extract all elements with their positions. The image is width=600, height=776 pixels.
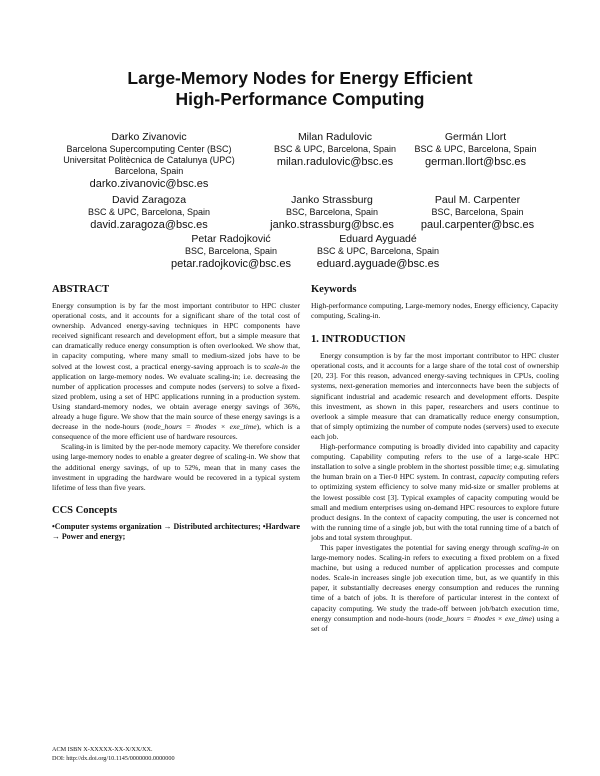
doi-label: DOI: [52, 755, 65, 762]
left-column [52, 283, 300, 543]
author-block [156, 233, 306, 271]
author-email[interactable]: janko.strassburg@bsc.es [270, 219, 394, 231]
author-block [74, 194, 224, 232]
author-affiliation: BSC & UPC, Barcelona, Spain [414, 144, 537, 154]
intro-emphasis: capacity [478, 472, 505, 482]
doi-line [52, 754, 300, 763]
author-affiliation: BSC & UPC, Barcelona, Spain [87, 207, 211, 217]
abstract-formula: node_hours = #nodes × exe_time [146, 422, 257, 432]
author-name: Paul M. Carpenter [434, 194, 521, 206]
author-affiliation: Universitat Politècnica de Catalunya (UPC) [63, 155, 235, 165]
intro-text: computing refers to optimizing system efficiency to solve many mid-size or smaller problems at the lowest possible cost [3]. Typical examples of capacity computing would be small and medium enterprises using on-demand HPC resources to explore future product designs. In the context of capacity computing, the user is concerned not with the running time of a single job, but with the total running time of a batch of jobs and total system throughput. [311, 472, 559, 542]
author-email[interactable]: paul.carpenter@bsc.es [420, 219, 535, 231]
keywords-text: High-performance computing, Large-memory nodes, Energy efficiency, Capacity computing, Scaling-in. [311, 301, 559, 321]
author-name: David Zaragoza [111, 194, 187, 206]
abstract-paragraph-2: Scaling-in is limited by the per-node memory capacity. We therefore consider using large-memory nodes to enable a greater degree of scaling-in. We show that the additional energy savings, of up to 52%, mean that in many cases the investment in upgrading the hardware would be recovered in a typical system lifetime of less than five years. [52, 442, 300, 492]
title-line-2: High-Performance Computing [175, 89, 425, 109]
keywords-heading: Keywords [311, 284, 357, 295]
author-affiliation: Barcelona Supercomputing Center (BSC) [66, 144, 232, 154]
author-block [298, 233, 458, 271]
author-name: Petar Radojković [191, 233, 271, 245]
author-email[interactable]: darko.zivanovic@bsc.es [89, 178, 209, 190]
abstract-text: ), which is a consequence of the more efficient use of hardware resources. [52, 422, 300, 442]
author-block [405, 194, 550, 232]
intro-text: High-performance computing is broadly divided into capability and capacity computing. Capability computing refers to the use of a large-scale HPC installation to solve a single problem in the shortest possible time; e.g. simulating the human brain on a Tier-0 HPC system. In contrast, [311, 442, 559, 482]
abstract-emphasis: scale-in [263, 361, 288, 371]
intro-paragraph-1: Energy consumption is by far the most important contributor to HPC cluster operational costs, and it accounts for a large share of the total cost of ownership [20, 23]. For this reason, advanced energy-saving techniques in CPUs, cooling systems, next-generation memories and interconnects have been the subjects of significant industrial and academic research and development efforts. Despite this investment, as shown in this paper, researchers and users continue to overlook a simple measure that can dramatically reduce energy consumption, that of simply optimizing the number of compute nodes (servers) used to execute each job. [311, 351, 559, 441]
author-affiliation: BSC & UPC, Barcelona, Spain [316, 246, 440, 256]
author-block [54, 131, 244, 191]
abstract-text: the application on large-memory nodes. We evaluate scaling-in; i.e. decreasing the number of application processes and compute nodes (servers) to solve a fixed-sized problem, using a set of HPC applications running in a production system. Using standard-memory nodes, we obtain average energy savings of 36%, already a huge figure. We show that the main source of these energy savings is a decrease in the node-hours ( [52, 361, 301, 432]
intro-text: ) using a set of [311, 613, 559, 633]
ccs-text: •Computer systems organization → Distributed architectures; •Hardware → Power and energy; [52, 521, 300, 542]
abstract-heading: ABSTRACT [52, 284, 110, 295]
intro-formula: node_hours = #nodes × exe_time [427, 613, 532, 623]
author-block [250, 131, 420, 169]
title-line-1: Large-Memory Nodes for Energy Efficient [127, 68, 473, 88]
author-email[interactable]: eduard.ayguade@bsc.es [316, 258, 440, 270]
author-email[interactable]: german.llort@bsc.es [424, 156, 527, 168]
author-name: Milan Radulovic [297, 131, 373, 143]
author-email[interactable]: david.zaragoza@bsc.es [90, 219, 208, 231]
author-name: Janko Strassburg [291, 194, 373, 206]
intro-heading: 1. INTRODUCTION [311, 334, 406, 346]
author-name: Germán Llort [444, 131, 507, 143]
right-column [311, 283, 559, 634]
paper-title [0, 68, 600, 110]
author-affiliation: BSC, Barcelona, Spain [285, 207, 379, 217]
author-name: Darko Zivanovic [111, 131, 187, 143]
footer-notes [52, 745, 300, 763]
author-affiliation: BSC & UPC, Barcelona, Spain [273, 144, 397, 154]
author-email[interactable]: petar.radojkovic@bsc.es [170, 258, 291, 270]
intro-paragraph-3 [311, 543, 559, 634]
intro-text: This paper investigates the potential for saving energy through [320, 542, 519, 552]
ccs-heading: CCS Concepts [52, 504, 118, 516]
author-affiliation: BSC, Barcelona, Spain [431, 207, 524, 217]
author-block [403, 131, 548, 169]
abstract-text: Energy consumption is by far the most important contributor to HPC cluster operational costs, and it accounts for a significant share of the total cost of ownership. Advanced energy-saving techniques in HPC components have received significant research and development effort, but a simple measure that can dramatically reduce energy consumption is often overlooked. We show that, in capacity computing, where many small to medium-sized jobs have to be solved at the lowest cost, a practical energy-saving approach is to [52, 301, 300, 371]
isbn-line: ACM ISBN X-XXXXX-XX-X/XX/XX. [52, 746, 153, 753]
intro-paragraph-2 [311, 442, 559, 543]
doi-link[interactable]: http://dx.doi.org/10.1145/0000000.0000000 [66, 755, 175, 762]
author-affiliation: Barcelona, Spain [114, 166, 184, 176]
author-name: Eduard Ayguadé [339, 233, 417, 245]
author-email[interactable]: milan.radulovic@bsc.es [276, 156, 394, 168]
intro-emphasis: scaling-in [518, 542, 549, 552]
abstract-paragraph-1 [52, 301, 300, 442]
author-affiliation: BSC, Barcelona, Spain [184, 246, 278, 256]
author-block [252, 194, 412, 232]
intro-text: on large-memory nodes. Scaling-in refers to executing a fixed problem on a fixed machine, but using a reduced number of application processes and compute nodes. Scale-in increases single job execution time, but, as we quantify in this paper, it substantially decreases energy consumption and reduces the running time of a batch of jobs. It is therefore of particular interest in the context of capacity computing. We study the trade-off between job/batch execution time, energy consumption and node-hours ( [311, 542, 559, 623]
